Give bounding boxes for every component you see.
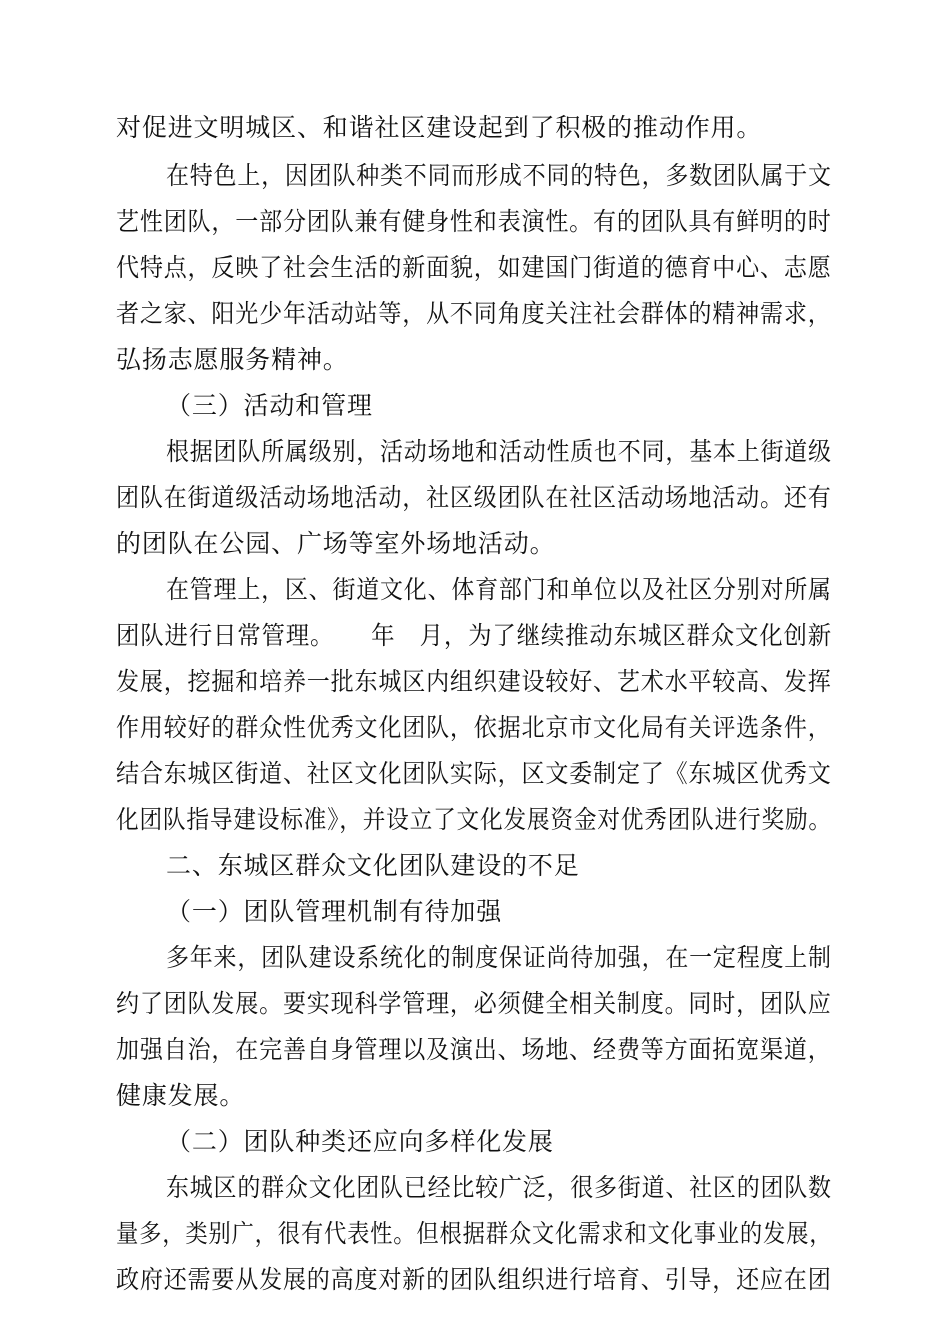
line-text: 量多，类别广，很有代表性。但根据群众文化需求和文化事业的发展， <box>116 1219 833 1248</box>
line-text: 加强自治，在完善自身管理以及演出、场地、经费等方面拓宽渠道， <box>116 1035 832 1064</box>
text-line <box>0 705 950 751</box>
line-text: 在管理上，区、街道文化、体育部门和单位以及社区分别对所属 <box>166 575 832 604</box>
text-line <box>0 337 950 383</box>
line-text: 根据团队所属级别，活动场地和活动性质也不同，基本上街道级 <box>166 437 832 466</box>
line-text: 发展，挖掘和培养一批东城区内组织建设较好、艺术水平较高、发挥 <box>116 667 832 696</box>
line-text: 者之家、阳光少年活动站等，从不同角度关注社会群体的精神需求， <box>116 299 832 328</box>
line-text: 结合东城区街道、社区文化团队实际，区文委制定了《东城区优秀文 <box>116 759 832 788</box>
text-line <box>0 613 950 659</box>
line-text: （一）团队管理机制有待加强 <box>166 897 503 926</box>
text-line <box>0 659 950 705</box>
text-line <box>0 475 950 521</box>
section-heading <box>0 889 950 935</box>
line-text: 政府还需要从发展的高度对新的团队组织进行培育、引导，还应在团 <box>116 1265 832 1294</box>
text-line <box>0 291 950 337</box>
text-line <box>0 751 950 797</box>
line-text: 作用较好的群众性优秀文化团队，依据北京市文化局有关评选条件， <box>116 713 832 742</box>
line-text: 二、东城区群众文化团队建设的不足 <box>166 851 580 880</box>
line-text: （二）团队种类还应向多样化发展 <box>166 1127 554 1156</box>
text-line <box>0 199 950 245</box>
line-text: 多年来，团队建设系统化的制度保证尚待加强，在一定程度上制 <box>166 943 832 972</box>
line-text: 艺性团队，一部分团队兼有健身性和表演性。有的团队具有鲜明的时 <box>116 207 832 236</box>
line-text: 团队进行日常管理。 年 月，为了继续推动东城区群众文化创新 <box>116 621 833 650</box>
line-text: 化团队指导建设标准》，并设立了文化发展资金对优秀团队进行奖励。 <box>116 805 832 834</box>
text-line <box>0 1211 950 1257</box>
line-text: （三）活动和管理 <box>166 391 373 420</box>
text-line <box>0 245 950 291</box>
text-line <box>0 797 950 843</box>
text-line <box>0 1257 950 1303</box>
line-text: 的团队在公园、广场等室外场地活动。 <box>116 529 556 558</box>
text-line <box>0 429 950 475</box>
text-line <box>0 105 950 151</box>
text-line <box>0 1073 950 1119</box>
line-text: 在特色上，因团队种类不同而形成不同的特色，多数团队属于文 <box>166 161 832 190</box>
line-text: 健康发展。 <box>116 1081 246 1110</box>
line-text: 东城区的群众文化团队已经比较广泛，很多街道、社区的团队数 <box>166 1173 832 1202</box>
text-line <box>0 1027 950 1073</box>
text-line <box>0 1165 950 1211</box>
text-line <box>0 981 950 1027</box>
line-text: 约了团队发展。要实现科学管理，必须健全相关制度。同时，团队应 <box>116 989 832 1018</box>
line-text: 代特点，反映了社会生活的新面貌，如建国门街道的德育中心、志愿 <box>116 253 832 282</box>
line-text: 弘扬志愿服务精神。 <box>116 345 349 374</box>
section-heading <box>0 383 950 429</box>
text-line <box>0 935 950 981</box>
text-line <box>0 153 950 199</box>
section-heading <box>0 843 950 889</box>
text-line <box>0 521 950 567</box>
section-heading <box>0 1119 950 1165</box>
line-text: 团队在街道级活动场地活动，社区级团队在社区活动场地活动。还有 <box>116 483 832 512</box>
line-text: 对促进文明城区、和谐社区建设起到了积极的推动作用。 <box>116 113 763 142</box>
text-line <box>0 567 950 613</box>
